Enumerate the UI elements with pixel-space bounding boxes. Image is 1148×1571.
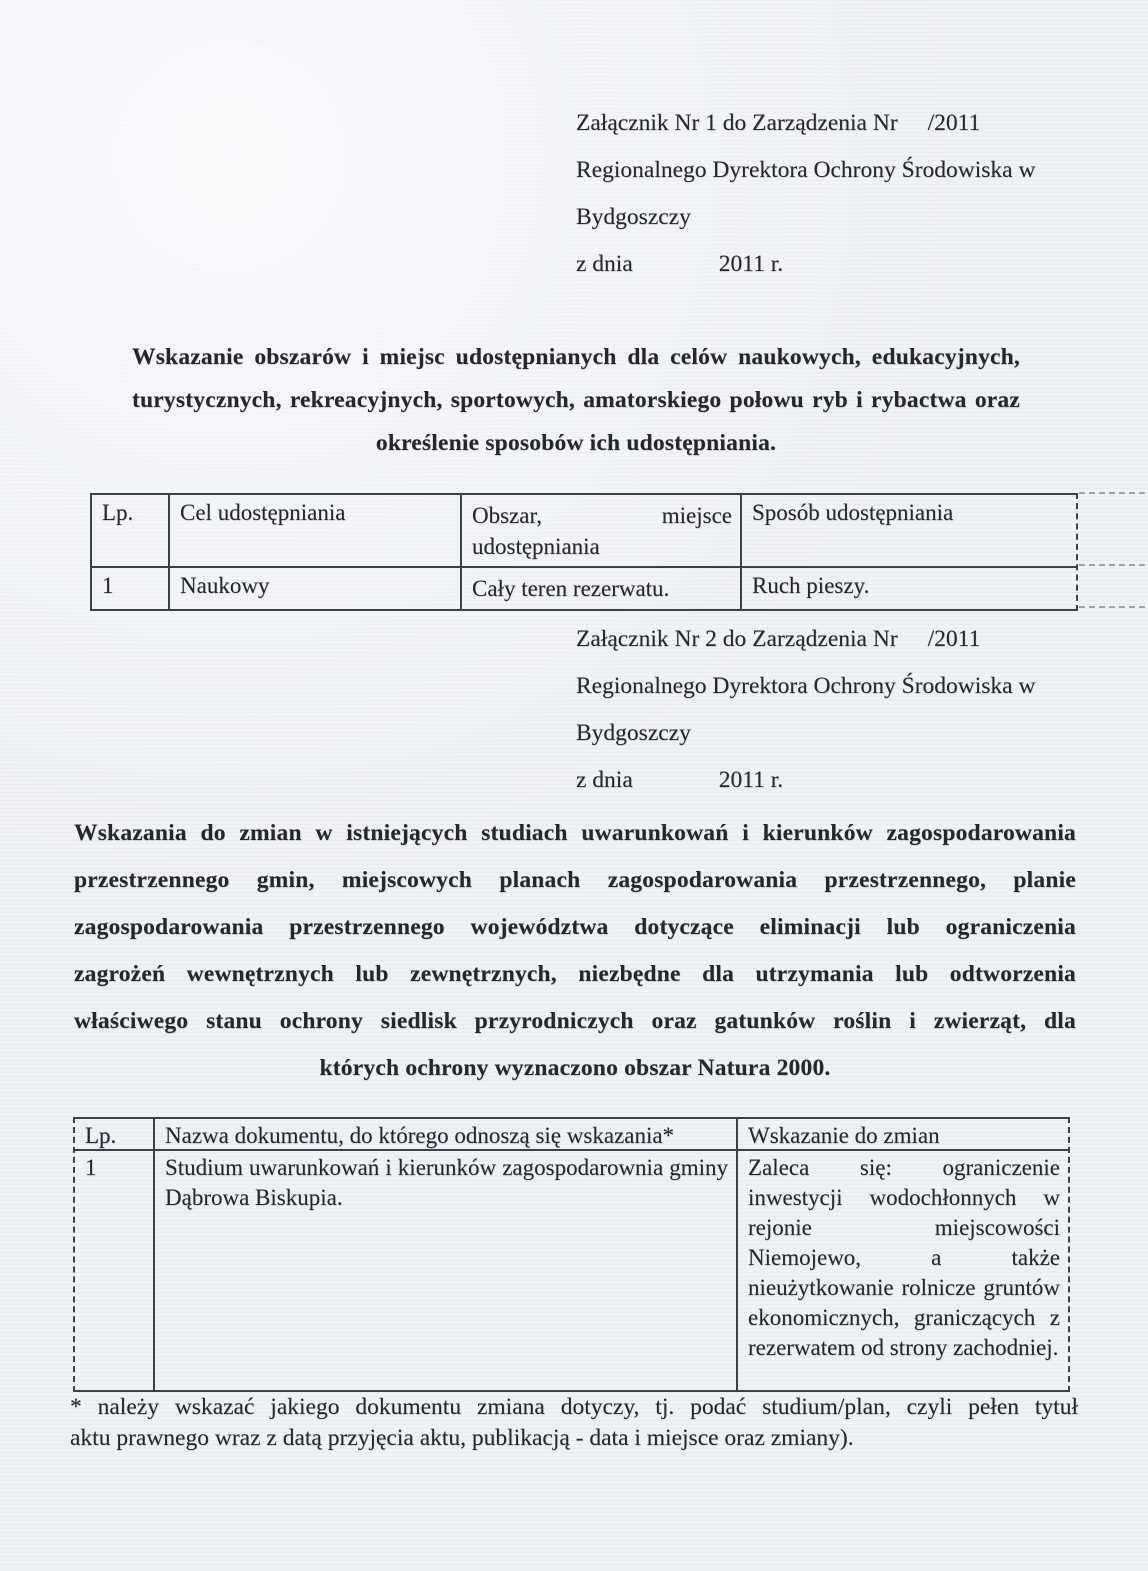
access-table-cell-sposob: Ruch pieszy. — [752, 573, 870, 598]
document-title-2-line-5: właściwego stanu ochrony siedlisk przyrodniczych oraz gatunków roślin i zwierząt, dla — [74, 1008, 1076, 1034]
access-table-header-obszar-line2: udostępniania — [472, 534, 600, 559]
access-table-cell-cel: Naukowy — [170, 568, 462, 609]
footnote-line-2: aktu prawnego wraz z datą przyjęcia aktu, publikacją - data i miejsce oraz zmiany). — [70, 1425, 854, 1451]
document-title-2-line-2: przestrzennego gmin, miejscowych planach zagospodarowania przestrzennego, planie — [74, 867, 1076, 893]
document-title-2-line-6: których ochrony wyznaczono obszar Natura 2000. — [319, 1055, 831, 1081]
access-table-header-lp: Lp. — [92, 495, 170, 566]
access-table-header-cel: Cel udostępniania — [170, 495, 462, 566]
recommendations-table-header-nazwa: Nazwa dokumentu, do którego odnoszą się wskazania* — [155, 1119, 738, 1149]
attachment-1-header — [576, 100, 1035, 288]
attachment-2-header — [576, 616, 1035, 804]
access-table-cell-obszar: Cały teren rezerwatu. — [462, 568, 742, 609]
attachment-2-title: Załącznik Nr 2 do Zarządzenia Nr — [576, 626, 898, 652]
attachment-1-title: Załącznik Nr 1 do Zarządzenia Nr — [576, 110, 898, 136]
attachment-1-date-value: 2011 r. — [718, 251, 784, 277]
document-title-1-line-1: Wskazanie obszarów i miejsc udostępnianych dla celów naukowych, edukacyjnych, — [132, 344, 1020, 370]
attachment-2-date-line — [576, 757, 1035, 804]
attachment-2-issuer: Regionalnego Dyrektora Ochrony Środowiska w — [576, 673, 1036, 699]
access-table-row — [92, 568, 1076, 609]
attachment-2-number: /2011 — [927, 626, 981, 652]
document-title-2-line-4: zagrożeń wewnętrznych lub zewnętrznych, niezbędne dla utrzymania lub odtworzenia — [74, 961, 1076, 987]
attachment-1-date-line — [576, 241, 1035, 288]
access-table — [90, 493, 1078, 611]
recommendations-table — [73, 1117, 1070, 1392]
access-table-header-obszar-line1 — [472, 500, 732, 531]
recommendations-table-header-wskazanie: Wskazanie do zmian — [748, 1123, 940, 1148]
document-title-1-line-2: turystycznych, rekreacyjnych, sportowych, amatorskiego połowu ryb i rybactwa oraz — [132, 387, 1020, 413]
recommendations-table-header-row — [75, 1119, 1068, 1151]
attachment-2-date-value: 2011 r. — [718, 767, 784, 793]
access-table-header-obszar — [462, 495, 742, 566]
scan-artifact-dashed-line — [1079, 492, 1145, 494]
footnote-line-1: * należy wskazać jakiego dokumentu zmiana dotyczy, tj. podać studium/plan, czyli pełen tytuł — [70, 1394, 1078, 1420]
access-table-header-row — [92, 495, 1076, 568]
attachment-2-date-label: z dnia — [576, 767, 633, 793]
recommendations-table-cell-wskazanie: Zaleca się: ograniczenie inwestycji wodochłonnych w rejonie miejscowości Niemojewo, a także nieużytkowanie rolnicze gruntów ekonomicznych, graniczących z rezerwatem od strony zachodniej. — [748, 1155, 1060, 1360]
document-title-1 — [132, 336, 1020, 465]
attachment-2-title-line — [576, 616, 1035, 663]
access-table-header-obszar-word2: miejsce — [661, 503, 732, 528]
recommendations-table-row — [75, 1151, 1068, 1390]
attachment-1-number: /2011 — [927, 110, 981, 136]
document-title-2-line-3: zagospodarowania przestrzennego województwa dotyczące eliminacji lub ograniczenia — [74, 914, 1076, 940]
attachment-1-issuer: Regionalnego Dyrektora Ochrony Środowiska w — [576, 157, 1036, 183]
attachment-1-city: Bydgoszczy — [576, 204, 691, 230]
footnote — [70, 1392, 1078, 1454]
recommendations-table-header-lp: Lp. — [75, 1119, 155, 1149]
attachment-2-city: Bydgoszczy — [576, 720, 691, 746]
attachment-1-title-line — [576, 100, 1035, 147]
document-title-1-line-3: określenie sposobów ich udostępniania. — [375, 430, 777, 456]
scan-artifact-dashed-line — [1079, 564, 1145, 566]
recommendations-table-cell-lp: 1 — [75, 1151, 155, 1390]
access-table-header-obszar-word1: Obszar, — [472, 503, 542, 528]
access-table-cell-lp: 1 — [92, 568, 170, 609]
document-title-2 — [74, 810, 1076, 1092]
document-title-2-line-1: Wskazania do zmian w istniejących studiach uwarunkowań i kierunków zagospodarowania — [74, 820, 1076, 846]
attachment-1-date-label: z dnia — [576, 251, 633, 277]
recommendations-table-cell-nazwa: Studium uwarunkowań i kierunków zagospodarownia gminy Dąbrowa Biskupia. — [155, 1151, 738, 1390]
scan-artifact-dashed-line — [1079, 606, 1145, 608]
access-table-header-sposob: Sposób udostępniania — [752, 500, 954, 525]
